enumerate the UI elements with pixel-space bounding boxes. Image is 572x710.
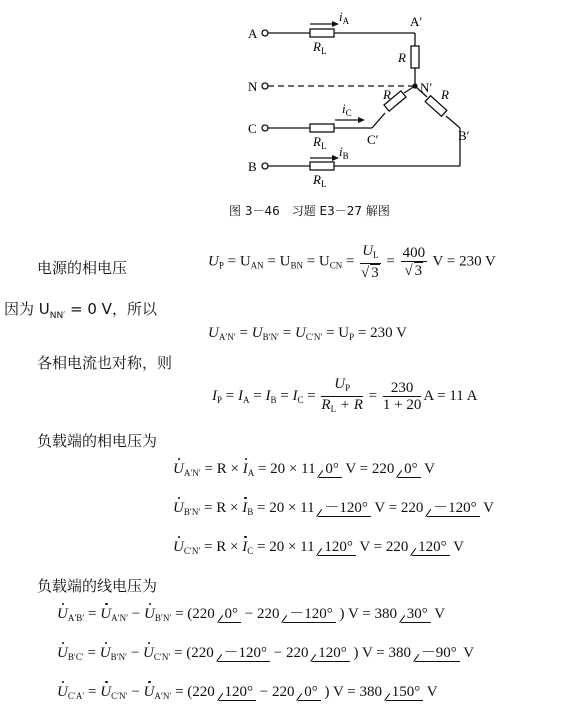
terminal-A-label: A <box>248 26 258 41</box>
equation-load-phase-voltage-equal: $U_{A'N'} = U_{B'N'} = U_{C'N'} = U_P = 230$ V <box>208 325 407 342</box>
terminal-N-label: N <box>248 79 258 94</box>
node-N-prime-label: N′ <box>420 80 433 95</box>
equation-UCN-prime: $U_{C'N'} = R \times I_C = 20 \times 11$ 120° V = 220 120° V <box>173 539 464 556</box>
terminal-B-label: B <box>248 159 257 174</box>
figure-caption: 图 3－46 习题 E3－27 解图 <box>229 204 390 218</box>
current-iA-label: $i_A$ <box>339 9 350 26</box>
equation-phase-voltage: $U_P = U_{AN} = U_{BN} = U_{CN}$ = $\frac{U_L}{√ 3}$ = $\frac{400}{√ 3}$ V = 230 V <box>208 243 496 281</box>
symmetric-current-label: 各相电流也对称，则 <box>37 354 173 372</box>
current-iB-label: $i_B$ <box>339 144 349 161</box>
equation-phase-current: $I_P = I_A = I_B = I_C$ = $\frac{U_P}{R_L + R}$ = $\frac{230}{1 + 20}$ A = 11 A <box>212 376 478 414</box>
equation-UAN-prime: $U_{A'N'} = R \times I_A = 20 \times 11$ 0° V = 220 0° V <box>173 461 435 478</box>
terminal-C-label: C <box>248 121 257 136</box>
equation-UBC-prime: $U_{B'C'} = U_{B'N'} - U_{C'N'} = (220 -120^\circ - 220$ 120° ) V = 380 －90° V <box>57 645 475 662</box>
line-resistor-C-label: $R_L$ <box>313 134 327 151</box>
neutral-voltage-statement: 因为 $U_{NN'} = 0$ V，所以 <box>4 300 157 321</box>
source-phase-voltage-label: 电源的相电压 <box>37 259 128 277</box>
load-R-C-label: R <box>383 87 391 102</box>
node-A-prime-label: A′ <box>410 14 423 29</box>
equation-UCA-prime: $U_{C'A'} = U_{C'N'} - U_{A'N'} = (220$ 120° − 220 0° ) V = 380 150° V <box>57 684 438 701</box>
node-B-prime-label: B′ <box>458 128 470 143</box>
node-C-prime-label: C′ <box>367 132 379 147</box>
line-resistor-B-label: $R_L$ <box>313 172 327 189</box>
load-phase-voltage-label: 负载端的相电压为 <box>37 432 158 450</box>
equation-UAB-prime: $U_{A'B'} = U_{A'N'} - U_{B'N'} = (220$ 0° − 220 －120° ) V = 380 30° V <box>57 606 446 623</box>
current-iC-label: $i_C$ <box>342 101 352 118</box>
load-R-B-label: R <box>441 87 449 102</box>
load-line-voltage-label: 负载端的线电压为 <box>37 577 158 595</box>
circuit-diagram <box>0 0 572 230</box>
load-R-A-label: R <box>398 50 406 65</box>
line-resistor-A-label: $R_L$ <box>313 39 327 56</box>
equation-UBN-prime: $U_{B'N'} = R \times I_B = 20 \times 11 -120^\circ$ V = 220 －120° V <box>173 500 494 517</box>
